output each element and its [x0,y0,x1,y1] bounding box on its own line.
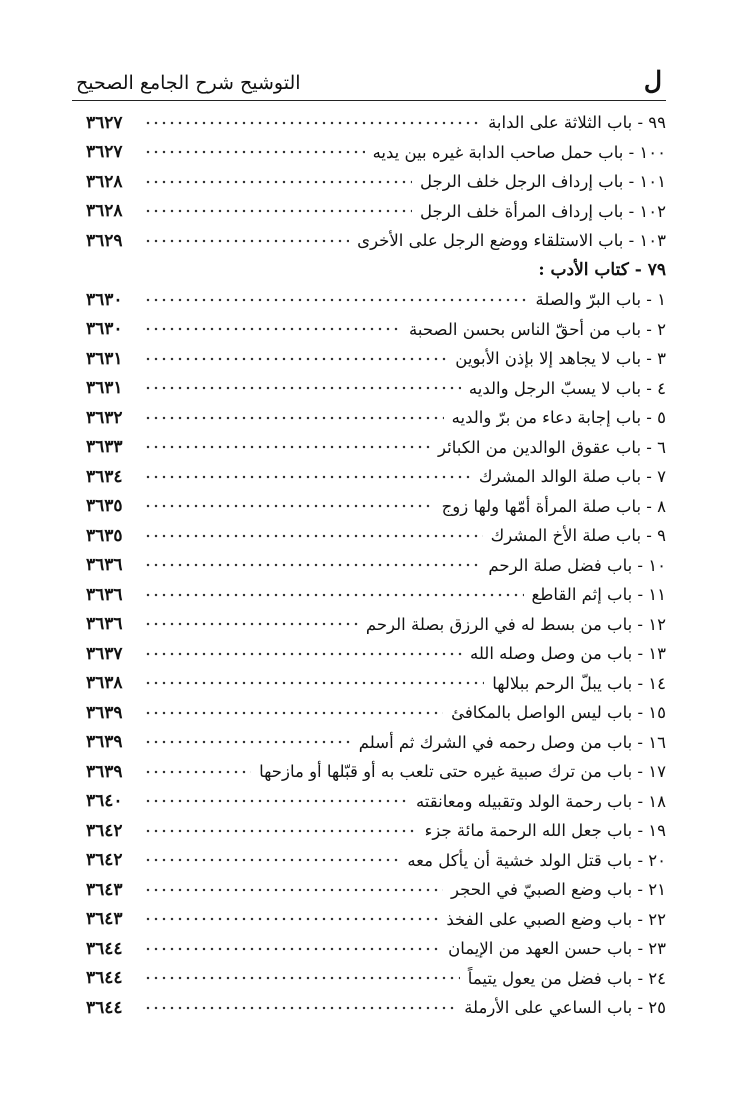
dot-leader [144,708,443,718]
toc-page-number: ٣٦٣٩ [86,761,123,782]
toc-row [86,462,666,492]
toc-page-number: ٣٦٤٢ [86,850,123,871]
dot-leader [144,796,408,806]
toc-row [86,728,666,758]
page-number-letter: ل [643,66,662,95]
toc-page-number: ٣٦٢٧ [86,112,123,133]
dot-leader [144,678,484,688]
running-title: التوشيح شرح الجامع الصحيح [76,72,301,94]
toc-entry-label: ١٩ - باب جعل الله الرحمة مائة جزء [424,821,666,841]
dot-leader [144,118,480,128]
toc-row [86,138,666,168]
toc-page-number: ٣٦٢٨ [86,171,123,192]
toc-page-number: ٣٦٤٤ [86,938,123,959]
toc-row [86,226,666,256]
toc-entry-label: ٢٣ - باب حسن العهد من الإيمان [448,939,666,959]
table-of-contents [86,108,666,1023]
toc-row [86,964,666,994]
toc-row [86,344,666,374]
toc-page-number: ٣٦٢٨ [86,201,123,222]
toc-page-number: ٣٦٣١ [86,348,123,369]
dot-leader [144,442,430,452]
toc-entry-label: ٣ - باب لا يجاهد إلا بإذن الأبوين [455,349,666,369]
toc-page-number: ٣٦٣٤ [86,466,123,487]
toc-page-number: ٣٦٣٦ [86,555,123,576]
toc-row [86,757,666,787]
toc-entry-label: ٩٩ - باب الثلاثة على الدابة [488,113,666,133]
toc-page-number: ٣٦٣٦ [86,614,123,635]
dot-leader [144,177,412,187]
toc-row [86,787,666,817]
toc-page-number: ٣٦٣٣ [86,437,123,458]
dot-leader [144,914,438,924]
toc-entry-label: ١٠٠ - باب حمل صاحب الدابة غيره بين يديه [372,142,666,162]
toc-page-number: ٣٦٣١ [86,378,123,399]
toc-row [86,433,666,463]
dot-leader [144,560,480,570]
toc-row [86,374,666,404]
toc-row [86,875,666,905]
toc-page-number: ٣٦٣٦ [86,584,123,605]
toc-entry-label: ١٧ - باب من ترك صبية غيره حتى تلعب به أو قبّلها أو مازحها [259,762,666,782]
toc-section-heading [86,256,666,286]
toc-page-number: ٣٦٤٤ [86,968,123,989]
toc-row [86,993,666,1023]
toc-entry-label: ١٠٣ - باب الاستلقاء ووضع الرجل على الأخرى [357,231,666,251]
dot-leader [144,147,365,157]
toc-entry-label: ١٠١ - باب إرداف الرجل خلف الرجل [420,172,666,192]
dot-leader [144,472,471,482]
toc-row [86,934,666,964]
section-heading-label: ٧٩ - كتاب الأدب : [538,260,666,281]
toc-entry-label: ٦ - باب عقوق الوالدين من الكبائر [438,437,666,457]
toc-row [86,698,666,728]
toc-entry-label: ١٥ - باب ليس الواصل بالمكافئ [451,703,666,723]
toc-page-number: ٣٦٤٢ [86,820,123,841]
dot-leader [144,885,443,895]
dot-leader [144,324,401,334]
toc-row [86,167,666,197]
dot-leader [144,619,358,629]
toc-entry-label: ١ - باب البرّ والصلة [535,290,666,310]
toc-row [86,108,666,138]
dot-leader [144,1003,456,1013]
toc-row [86,639,666,669]
dot-leader [144,295,528,305]
toc-row [86,846,666,876]
dot-leader [144,236,349,246]
toc-page-number: ٣٦٤٠ [86,791,123,812]
toc-page-number: ٣٦٢٩ [86,230,123,251]
toc-entry-label: ٧ - باب صلة الوالد المشرك [478,467,666,487]
toc-entry-label: ٤ - باب لا يسبّ الرجل والديه [468,378,666,398]
dot-leader [144,206,412,216]
dot-leader [144,649,462,659]
dot-leader [144,855,399,865]
toc-entry-label: ١٢ - باب من بسط له في الرزق بصلة الرحم [365,614,666,634]
toc-page-number: ٣٦٣٩ [86,732,123,753]
toc-entry-label: ١١ - باب إثم القاطع [531,585,666,605]
dot-leader [144,737,351,747]
toc-page-number: ٣٦٣٠ [86,319,123,340]
toc-row [86,403,666,433]
toc-row [86,197,666,227]
dot-leader [144,973,460,983]
toc-page-number: ٣٦٣٩ [86,702,123,723]
dot-leader [144,590,524,600]
toc-row [86,669,666,699]
toc-entry-label: ١٤ - باب يبلّ الرحم ببلالها [492,673,666,693]
toc-entry-label: ٢١ - باب وضع الصبيّ في الحجر [450,880,666,900]
toc-row [86,905,666,935]
toc-entry-label: ٨ - باب صلة المرأة أمّها ولها زوج [441,496,666,516]
toc-row [86,580,666,610]
toc-entry-label: ٩ - باب صلة الأخ المشرك [490,526,666,546]
toc-page-number: ٣٦٣٨ [86,673,123,694]
dot-leader [144,826,417,836]
toc-row [86,315,666,345]
dot-leader [144,944,440,954]
toc-row [86,492,666,522]
toc-row [86,521,666,551]
toc-entry-label: ٢ - باب من أحقّ الناس بحسن الصحبة [409,319,666,339]
toc-entry-label: ٢٠ - باب قتل الولد خشية أن يأكل معه [407,850,666,870]
dot-leader [144,413,444,423]
toc-entry-label: ١٠٢ - باب إرداف المرأة خلف الرجل [419,201,666,221]
toc-entry-label: ١٣ - باب من وصل وصله الله [469,644,666,664]
toc-row [86,610,666,640]
dot-leader [144,354,447,364]
toc-page-number: ٣٦٢٧ [86,142,123,163]
toc-entry-label: ٢٤ - باب فضل من يعول يتيماً [467,968,666,988]
toc-page-number: ٣٦٤٤ [86,997,123,1018]
toc-page-number: ٣٦٣٥ [86,496,123,517]
dot-leader [144,531,483,541]
toc-page-number: ٣٦٣٥ [86,525,123,546]
page-header [72,64,666,101]
toc-entry-label: ١٦ - باب من وصل رحمه في الشرك ثم أسلم [358,732,666,752]
toc-entry-label: ٥ - باب إجابة دعاء من برّ والديه [451,408,666,428]
toc-entry-label: ١٨ - باب رحمة الولد وتقبيله ومعانقته [415,791,666,811]
dot-leader [144,767,251,777]
dot-leader [144,501,434,511]
toc-row [86,551,666,581]
toc-entry-label: ٢٥ - باب الساعي على الأرملة [464,998,666,1018]
toc-page-number: ٣٦٤٣ [86,879,123,900]
toc-page-number: ٣٦٣٠ [86,289,123,310]
dot-leader [144,383,461,393]
toc-page-number: ٣٦٣٢ [86,407,123,428]
toc-row [86,816,666,846]
toc-page-number: ٣٦٤٣ [86,909,123,930]
toc-page-number: ٣٦٣٧ [86,643,123,664]
toc-row [86,285,666,315]
toc-entry-label: ٢٢ - باب وضع الصبي على الفخذ [446,909,666,929]
toc-entry-label: ١٠ - باب فضل صلة الرحم [488,555,666,575]
